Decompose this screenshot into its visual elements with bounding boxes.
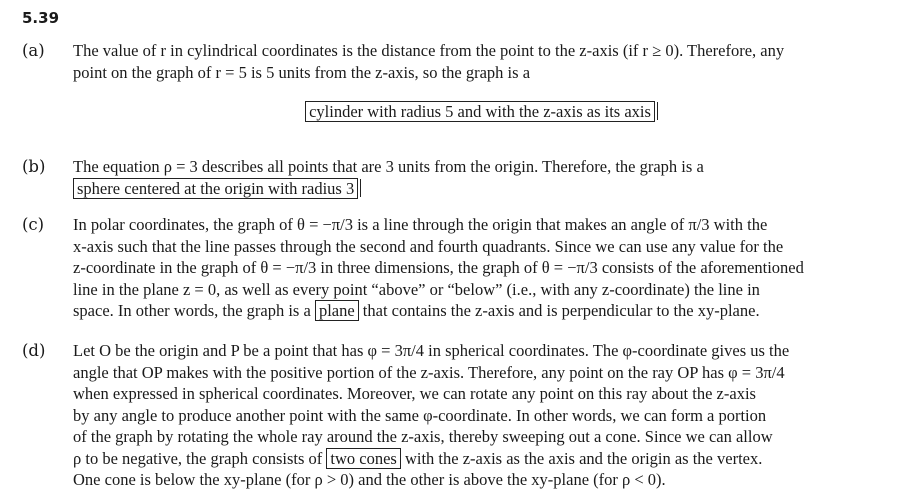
part-a-line-2: point on the graph of r = 5 is 5 units from the z-axis, so the graph is a [73,62,531,82]
text-cursor [657,102,658,120]
part-d-answer-box: two cones [326,448,400,469]
part-c-last-before: space. In other words, the graph is a [73,301,311,320]
part-d-text [73,340,890,491]
part-a-text [73,40,890,123]
part-c-label: (c) [22,215,45,234]
part-b-line-1: The equation ρ = 3 describes all points that are 3 units from the origin. Therefore, the graph is a [73,157,704,176]
part-c-last-after: that contains the z-axis and is perpendicular to the xy-plane. [362,301,760,320]
part-c-line-1: In polar coordinates, the graph of θ = −π/3 is a line through the origin that makes an angle of π/3 with the [73,215,768,234]
part-c-line-5 [73,300,890,322]
part-a-line-1: The value of r in cylindrical coordinates is the distance from the point to the z-axis (if r ≥ 0). Therefore, any [73,41,785,60]
part-d-label: (d) [22,341,46,360]
part-c-line-3: z-coordinate in the graph of θ = −π/3 in three dimensions, the graph of θ = −π/3 consists of the aforementioned [73,258,804,277]
part-a-answer-row [73,101,890,123]
part-c-line-2: x-axis such that the line passes through the second and fourth quadrants. Since we can use any value for the [73,236,784,256]
problem-number: 5.39 [22,9,60,27]
part-d-last-before: ρ to be negative, the graph consists of [73,448,323,468]
part-d-line-5: of the graph by rotating the whole ray around the z-axis, thereby sweeping out a cone. Since we can allow [73,427,773,446]
part-d-line-6 [73,448,890,470]
text-cursor [360,179,361,197]
part-c-text [73,214,890,322]
part-b-label: (b) [22,157,46,176]
part-a-label: (a) [22,41,45,60]
part-c-line-4: line in the plane z = 0, as well as every point “above” or “below” (i.e., with any z-coordinate) the line in [73,279,760,299]
part-d-line-1: Let O be the origin and P be a point that has φ = 3π/4 in spherical coordinates. The φ-coordinate gives us the [73,341,790,360]
part-d-last-after: with the z-axis as the axis and the origin as the vertex. [404,448,763,468]
part-d-line-7: One cone is below the xy-plane (for ρ > 0) and the other is above the xy-plane (for ρ < 0). [73,470,666,489]
part-d-line-3: when expressed in spherical coordinates. Moreover, we can rotate any point on this ray about the z-axis [73,384,756,403]
part-b-answer-box: sphere centered at the origin with radius 3 [73,178,358,199]
part-d-line-4: by any angle to produce another point with the same φ-coordinate. In other words, we can form a portion [73,405,767,425]
part-d-line-2: angle that OP makes with the positive portion of the z-axis. Therefore, any point on the ray OP has φ = 3π/4 [73,362,785,382]
part-c-answer-box: plane [315,300,359,321]
part-a-answer-box: cylinder with radius 5 and with the z-axis as its axis [305,101,655,122]
part-b-text [73,156,890,199]
part-b-answer-row [73,178,890,200]
